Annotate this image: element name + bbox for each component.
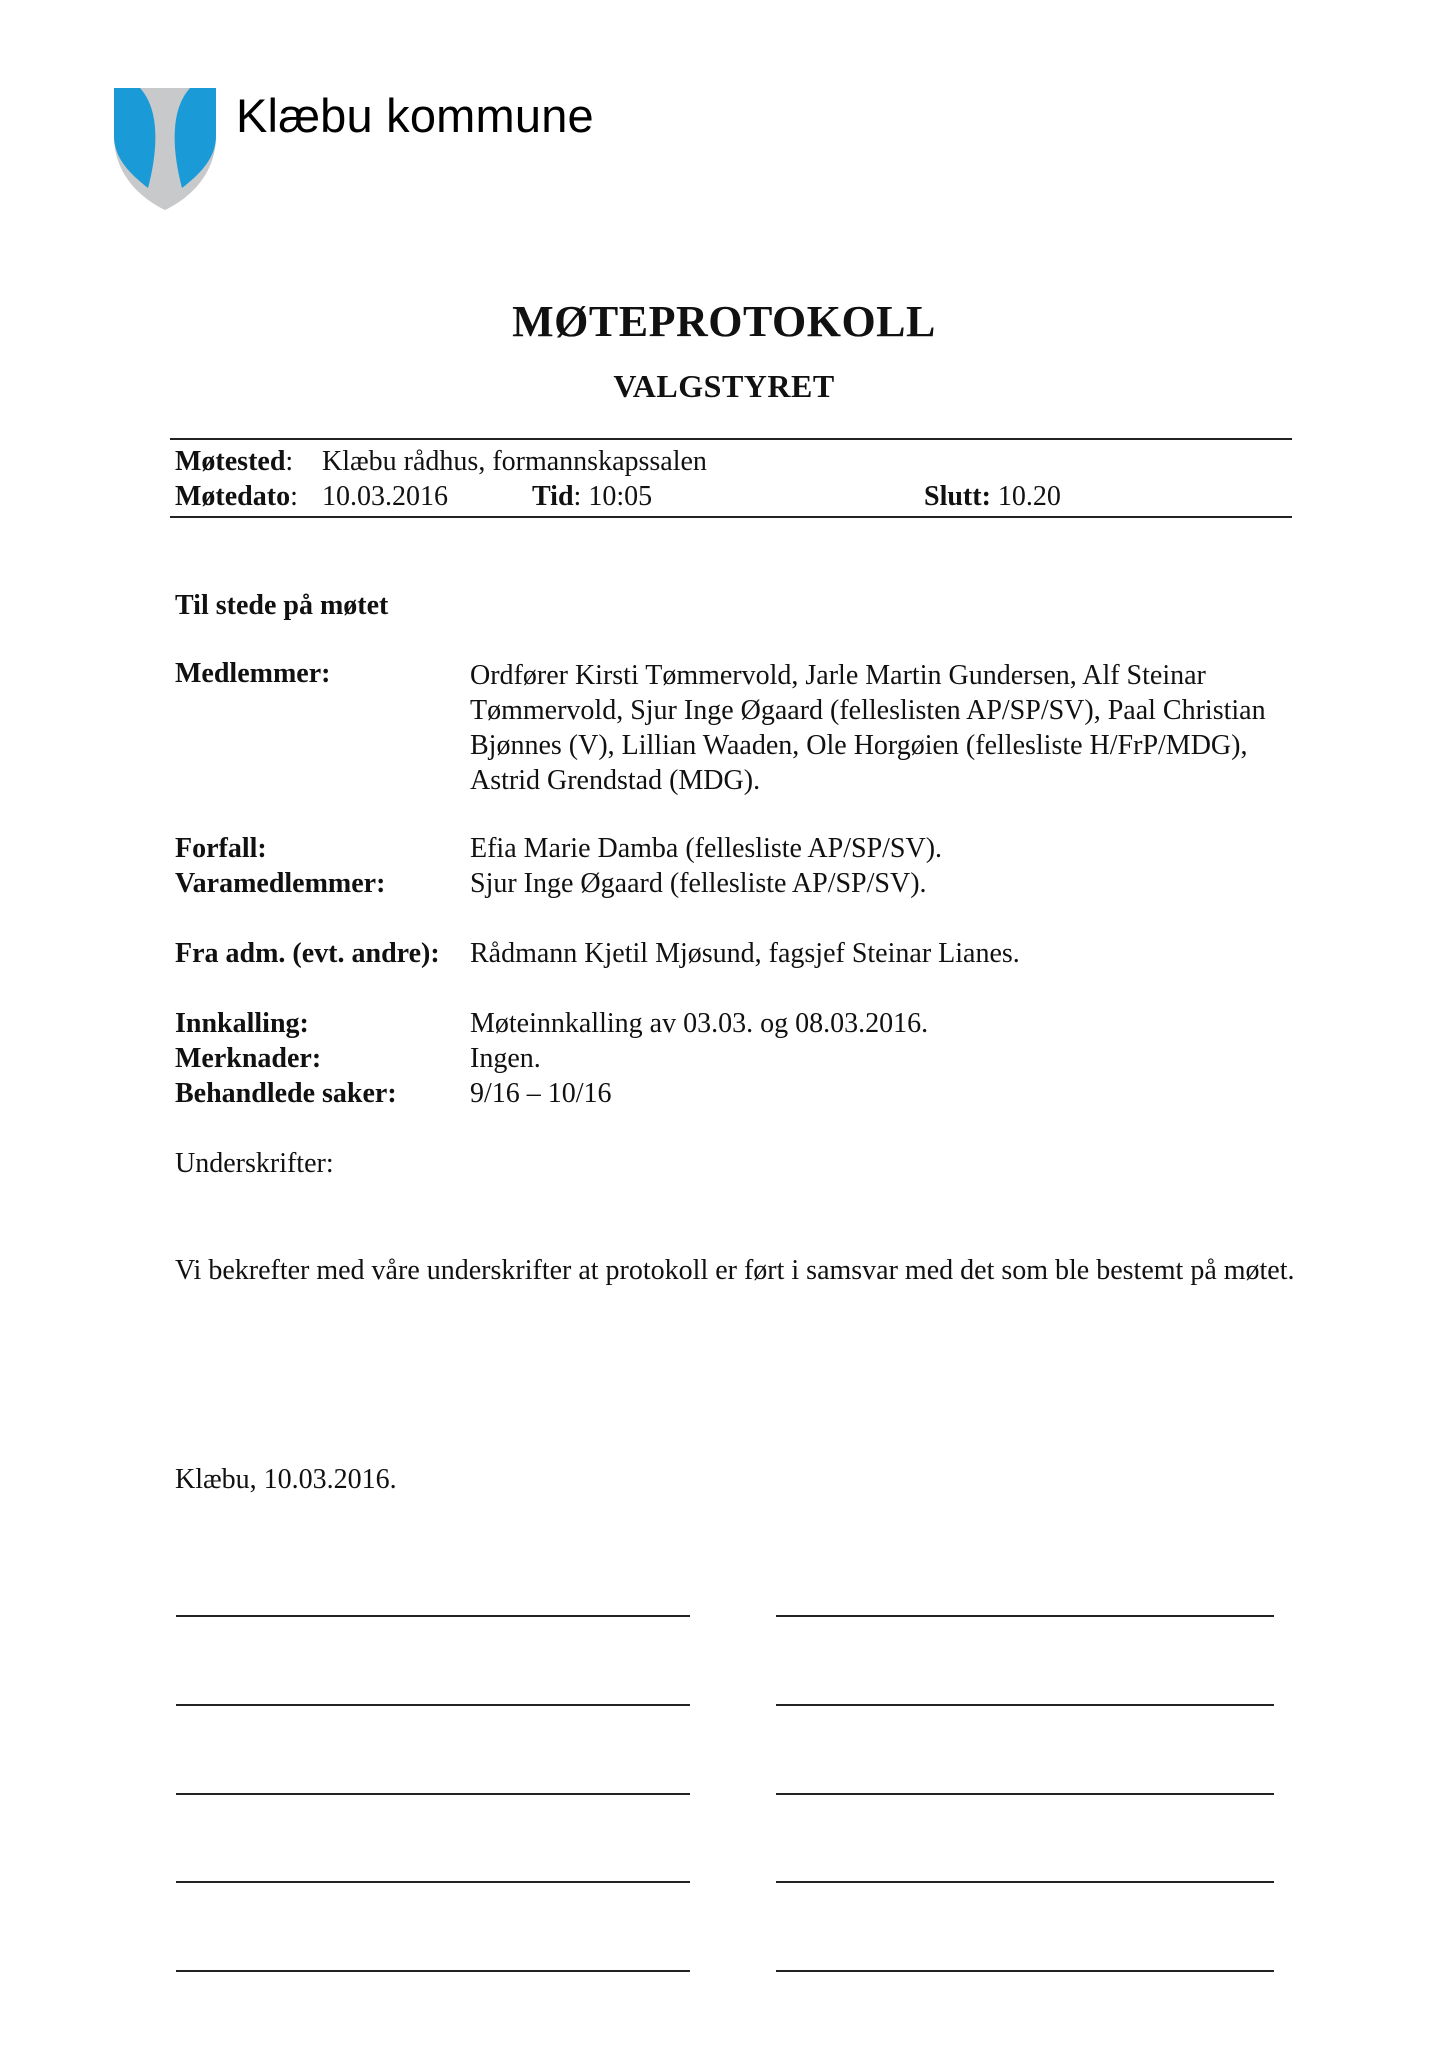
- notice-value: Møteinnkalling av 03.03. og 08.03.2016.: [470, 1008, 929, 1039]
- signature-line: [176, 1881, 690, 1883]
- attendance-heading: Til stede på møtet: [175, 590, 389, 621]
- signature-line: [776, 1970, 1274, 1972]
- top-rule: [170, 438, 1292, 440]
- remarks-label: Merknader:: [175, 1043, 322, 1074]
- signature-line: [176, 1704, 690, 1706]
- meeting-time: 10:05: [588, 481, 653, 512]
- admin-label: Fra adm. (evt. andre):: [175, 938, 440, 969]
- signature-line: [776, 1793, 1274, 1795]
- absent-label: Forfall:: [175, 833, 267, 864]
- signatures-heading: Underskrifter:: [175, 1148, 334, 1179]
- deputies-value: Sjur Inge Øgaard (fellesliste AP/SP/SV).: [470, 868, 927, 899]
- cases-value: 9/16 – 10/16: [470, 1078, 612, 1109]
- cases-label: Behandlede saker:: [175, 1078, 397, 1109]
- deputies-label: Varamedlemmer:: [175, 868, 386, 899]
- meeting-place-label: Møtested: [175, 446, 286, 477]
- meeting-date-row: Møtedato:: [175, 481, 298, 512]
- meeting-time-row: Tid: 10:05: [532, 481, 653, 512]
- members-label: Medlemmer:: [175, 658, 331, 689]
- meeting-place: Klæbu rådhus, formannskapssalen: [322, 446, 707, 477]
- document-title: MØTEPROTOKOLL: [512, 297, 936, 346]
- place-date: Klæbu, 10.03.2016.: [175, 1464, 397, 1495]
- signature-line: [776, 1704, 1274, 1706]
- signature-line: [776, 1615, 1274, 1617]
- meeting-end-row: [924, 481, 1061, 513]
- remarks-value: Ingen.: [470, 1043, 541, 1074]
- meeting-date: 10.03.2016: [322, 481, 448, 512]
- meeting-date-label: Møtedato: [175, 481, 291, 512]
- meeting-end-label: Slutt:: [924, 481, 991, 512]
- notice-label: Innkalling:: [175, 1008, 309, 1039]
- meeting-end: 10.20: [997, 481, 1061, 512]
- bottom-rule: [170, 516, 1292, 518]
- absent-value: Efia Marie Damba (fellesliste AP/SP/SV).: [470, 833, 943, 864]
- meeting-time-label: Tid: [532, 481, 574, 512]
- municipality-name: Klæbu kommune: [236, 89, 594, 142]
- members-list: Ordfører Kirsti Tømmervold, Jarle Martin Gundersen, Alf Steinar Tømmervold, Sjur Inge Øgaard (felleslisten AP/SP/SV), Paal Christian Bjønnes (V), Lillian Waaden, Ole Horgøien (fellesliste H/FrP/MDG), Astrid Grendstad (MDG).: [470, 660, 1266, 796]
- meeting-place-row: Møtested:: [175, 446, 294, 477]
- signature-line: [776, 1881, 1274, 1883]
- document-subtitle: VALGSTYRET: [613, 368, 835, 404]
- coat-of-arms-icon: [112, 86, 218, 212]
- signature-line: [176, 1615, 690, 1617]
- signature-line: [176, 1793, 690, 1795]
- admin-value: Rådmann Kjetil Mjøsund, fagsjef Steinar Lianes.: [470, 938, 1020, 969]
- signature-line: [176, 1970, 690, 1972]
- confirmation-text: Vi bekrefter med våre underskrifter at protokoll er ført i samsvar med det som ble bestemt på møtet.: [175, 1255, 1295, 1286]
